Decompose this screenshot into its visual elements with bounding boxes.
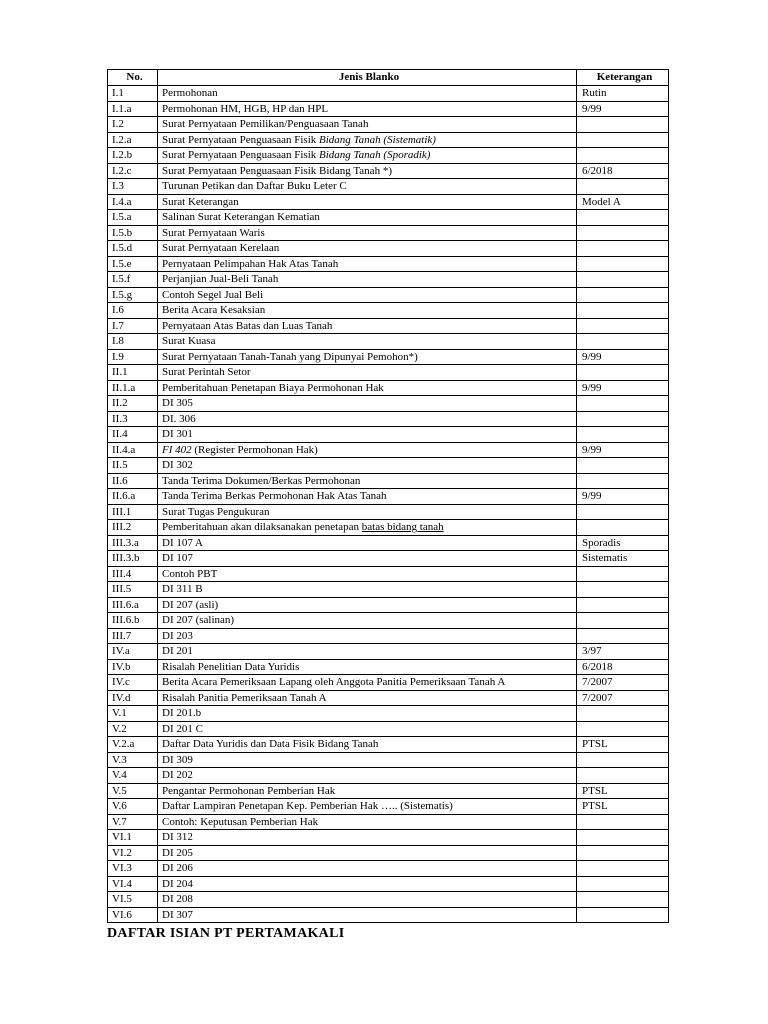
cell-no: VI.1 bbox=[108, 830, 158, 846]
text-segment: Surat Pernyataan Tanah-Tanah yang Dipunyai Pemohon*) bbox=[162, 350, 418, 363]
table-row bbox=[108, 334, 669, 350]
header-no: No. bbox=[108, 70, 158, 86]
table-row bbox=[108, 473, 669, 489]
cell-keterangan: Sporadis bbox=[577, 535, 669, 551]
cell-keterangan bbox=[577, 427, 669, 443]
cell-no: III.3.b bbox=[108, 551, 158, 567]
text-segment: DI 206 bbox=[162, 862, 193, 874]
cell-jenis-blanko bbox=[158, 442, 577, 458]
text-segment: DI 204 bbox=[162, 877, 193, 890]
cell-keterangan: 9/99 bbox=[577, 101, 669, 117]
text-segment: DI 201.b bbox=[162, 707, 202, 719]
cell-keterangan bbox=[577, 628, 669, 644]
cell-no: I.5.b bbox=[108, 225, 158, 241]
table-row bbox=[108, 411, 669, 427]
text-segment: Surat Pernyataan Penguasaan Fisik bbox=[162, 133, 320, 146]
cell-jenis-blanko bbox=[158, 644, 577, 660]
cell-no: IV.d bbox=[108, 690, 158, 706]
cell-no: III.6.b bbox=[108, 613, 158, 629]
table-row bbox=[108, 489, 669, 505]
cell-keterangan bbox=[577, 861, 669, 877]
text-segment: Pemberitahuan akan dilaksanakan penetapan bbox=[162, 521, 362, 533]
table-row bbox=[108, 876, 669, 892]
table-row bbox=[108, 768, 669, 784]
document-title: DAFTAR ISIAN PT PERTAMAKALI bbox=[107, 926, 345, 941]
cell-keterangan bbox=[577, 303, 669, 319]
blanko-table bbox=[107, 69, 669, 923]
table-row bbox=[108, 86, 669, 102]
cell-jenis-blanko bbox=[158, 334, 577, 350]
cell-no: V.2.a bbox=[108, 737, 158, 753]
cell-keterangan bbox=[577, 334, 669, 350]
text-segment: Surat Keterangan bbox=[162, 195, 239, 208]
cell-keterangan: PTSL bbox=[577, 737, 669, 753]
cell-keterangan: PTSL bbox=[577, 799, 669, 815]
cell-jenis-blanko bbox=[158, 520, 577, 536]
cell-keterangan bbox=[577, 396, 669, 412]
header-row bbox=[108, 70, 669, 86]
cell-keterangan: PTSL bbox=[577, 783, 669, 799]
cell-keterangan bbox=[577, 845, 669, 861]
text-segment: Salinan Surat Keterangan Kematian bbox=[162, 211, 320, 223]
cell-no: I.9 bbox=[108, 349, 158, 365]
text-segment: Permohonan HM, HGB, HP dan HPL bbox=[162, 102, 329, 115]
table-row bbox=[108, 504, 669, 520]
cell-jenis-blanko bbox=[158, 380, 577, 396]
text-segment: DI 307 bbox=[162, 908, 193, 921]
cell-keterangan bbox=[577, 272, 669, 288]
table-row bbox=[108, 132, 669, 148]
cell-no: V.3 bbox=[108, 752, 158, 768]
cell-no: II.4 bbox=[108, 427, 158, 443]
cell-no: III.3.a bbox=[108, 535, 158, 551]
cell-keterangan: Model A bbox=[577, 194, 669, 210]
cell-jenis-blanko bbox=[158, 396, 577, 412]
cell-jenis-blanko bbox=[158, 706, 577, 722]
cell-no: V.1 bbox=[108, 706, 158, 722]
cell-no: I.3 bbox=[108, 179, 158, 195]
text-segment: Berita Acara Kesaksian bbox=[162, 304, 266, 316]
cell-jenis-blanko bbox=[158, 830, 577, 846]
text-segment: Tanda Terima Dokumen/Berkas Permohonan bbox=[162, 474, 361, 487]
header-jenis-blanko: Jenis Blanko bbox=[158, 70, 577, 86]
text-segment: Pernyataan Pelimpahan Hak Atas Tanah bbox=[162, 257, 339, 270]
cell-keterangan: 9/99 bbox=[577, 349, 669, 365]
table-row bbox=[108, 272, 669, 288]
text-segment: Contoh: Keputusan Pemberian Hak bbox=[162, 815, 319, 828]
table-row bbox=[108, 706, 669, 722]
text-segment: Berita Acara Pemeriksaan Lapang oleh Anggota Panitia Pemeriksaan Tanah A bbox=[162, 676, 506, 688]
cell-jenis-blanko bbox=[158, 861, 577, 877]
cell-no: II.4.a bbox=[108, 442, 158, 458]
table-row bbox=[108, 613, 669, 629]
text-segment: Pengantar Permohonan Pemberian Hak bbox=[162, 784, 336, 797]
cell-jenis-blanko bbox=[158, 721, 577, 737]
cell-no: II.6.a bbox=[108, 489, 158, 505]
text-segment: DI 309 bbox=[162, 753, 193, 766]
table-row bbox=[108, 380, 669, 396]
table-row bbox=[108, 551, 669, 567]
text-segment: Contoh Segel Jual Beli bbox=[162, 288, 264, 301]
cell-keterangan: 6/2018 bbox=[577, 659, 669, 675]
cell-no: I.6 bbox=[108, 303, 158, 319]
cell-jenis-blanko bbox=[158, 148, 577, 164]
cell-keterangan: Sistematis bbox=[577, 551, 669, 567]
cell-no: IV.b bbox=[108, 659, 158, 675]
cell-jenis-blanko bbox=[158, 597, 577, 613]
cell-keterangan bbox=[577, 613, 669, 629]
text-segment: Bidang Tanah (Sistematik) bbox=[319, 133, 436, 146]
text-segment: Surat Pernyataan Penguasaan Fisik bbox=[162, 149, 320, 161]
cell-keterangan: 9/99 bbox=[577, 442, 669, 458]
text-segment: DI 202 bbox=[162, 769, 193, 781]
table-row bbox=[108, 845, 669, 861]
text-segment: Surat Pernyataan Pemilikan/Penguasaan Tanah bbox=[162, 118, 369, 130]
cell-jenis-blanko bbox=[158, 458, 577, 474]
text-segment: DI 301 bbox=[162, 428, 193, 440]
cell-keterangan: 7/2007 bbox=[577, 690, 669, 706]
header-keterangan: Keterangan bbox=[577, 70, 669, 86]
cell-no: I.1 bbox=[108, 86, 158, 102]
cell-no: III.5 bbox=[108, 582, 158, 598]
cell-keterangan bbox=[577, 241, 669, 257]
cell-jenis-blanko bbox=[158, 737, 577, 753]
cell-jenis-blanko bbox=[158, 117, 577, 133]
cell-no: III.1 bbox=[108, 504, 158, 520]
table-row bbox=[108, 892, 669, 908]
cell-keterangan bbox=[577, 752, 669, 768]
text-segment: Pernyataan Atas Batas dan Luas Tanah bbox=[162, 319, 333, 332]
cell-jenis-blanko bbox=[158, 814, 577, 830]
cell-no: I.1.a bbox=[108, 101, 158, 117]
table-row bbox=[108, 303, 669, 319]
text-segment: (Register Permohonan Hak) bbox=[191, 443, 318, 456]
cell-jenis-blanko bbox=[158, 210, 577, 226]
text-segment: DI 207 (salinan) bbox=[162, 614, 235, 626]
cell-keterangan: 9/99 bbox=[577, 380, 669, 396]
cell-jenis-blanko bbox=[158, 365, 577, 381]
cell-jenis-blanko bbox=[158, 551, 577, 567]
cell-jenis-blanko bbox=[158, 411, 577, 427]
cell-no: I.5.f bbox=[108, 272, 158, 288]
cell-no: V.5 bbox=[108, 783, 158, 799]
cell-no: II.6 bbox=[108, 473, 158, 489]
cell-no: II.1.a bbox=[108, 380, 158, 396]
table-row bbox=[108, 442, 669, 458]
cell-keterangan bbox=[577, 117, 669, 133]
text-segment: Daftar Lampiran Penetapan Kep. Pemberian Hak ….. (Sistematis) bbox=[162, 800, 453, 812]
cell-jenis-blanko bbox=[158, 768, 577, 784]
table-row bbox=[108, 659, 669, 675]
table-row bbox=[108, 117, 669, 133]
cell-no: III.7 bbox=[108, 628, 158, 644]
cell-no: VI.4 bbox=[108, 876, 158, 892]
cell-jenis-blanko bbox=[158, 783, 577, 799]
cell-keterangan: Rutin bbox=[577, 86, 669, 102]
table-row bbox=[108, 566, 669, 582]
text-segment: DI 311 B bbox=[162, 583, 203, 595]
table-row bbox=[108, 799, 669, 815]
cell-jenis-blanko bbox=[158, 752, 577, 768]
cell-no: I.2.a bbox=[108, 132, 158, 148]
cell-no: I.2.b bbox=[108, 148, 158, 164]
cell-no: I.7 bbox=[108, 318, 158, 334]
cell-no: III.2 bbox=[108, 520, 158, 536]
cell-jenis-blanko bbox=[158, 349, 577, 365]
cell-keterangan bbox=[577, 814, 669, 830]
text-segment: Surat Tugas Pengukuran bbox=[162, 505, 270, 518]
text-segment: Bidang Tanah (Sporadik) bbox=[319, 149, 431, 161]
cell-keterangan bbox=[577, 210, 669, 226]
cell-jenis-blanko bbox=[158, 132, 577, 148]
cell-keterangan: 7/2007 bbox=[577, 675, 669, 691]
text-segment: Pemberitahuan Penetapan Biaya Permohonan Hak bbox=[162, 381, 384, 394]
table-row bbox=[108, 690, 669, 706]
table-row bbox=[108, 318, 669, 334]
cell-keterangan bbox=[577, 892, 669, 908]
text-segment: DI 312 bbox=[162, 831, 193, 843]
cell-no: I.4.a bbox=[108, 194, 158, 210]
table-row bbox=[108, 256, 669, 272]
cell-no: I.5.a bbox=[108, 210, 158, 226]
cell-jenis-blanko bbox=[158, 628, 577, 644]
table-row bbox=[108, 520, 669, 536]
cell-jenis-blanko bbox=[158, 799, 577, 815]
text-segment: DI 107 bbox=[162, 552, 193, 564]
cell-no: VI.6 bbox=[108, 907, 158, 923]
cell-keterangan bbox=[577, 768, 669, 784]
table-row bbox=[108, 597, 669, 613]
cell-keterangan bbox=[577, 597, 669, 613]
table-row bbox=[108, 675, 669, 691]
cell-no: VI.5 bbox=[108, 892, 158, 908]
table-row bbox=[108, 101, 669, 117]
table-header bbox=[108, 70, 669, 86]
cell-keterangan bbox=[577, 582, 669, 598]
text-segment: Risalah Penelitian Data Yuridis bbox=[162, 660, 300, 673]
table-row bbox=[108, 163, 669, 179]
cell-no: III.4 bbox=[108, 566, 158, 582]
cell-keterangan bbox=[577, 830, 669, 846]
text-segment: Daftar Data Yuridis dan Data Fisik Bidang Tanah bbox=[162, 738, 379, 750]
table-row bbox=[108, 241, 669, 257]
cell-keterangan bbox=[577, 225, 669, 241]
text-segment: Risalah Panitia Pemeriksaan Tanah A bbox=[162, 691, 327, 704]
text-segment: DI 201 C bbox=[162, 722, 203, 735]
cell-jenis-blanko bbox=[158, 163, 577, 179]
table-row bbox=[108, 427, 669, 443]
cell-no: III.6.a bbox=[108, 597, 158, 613]
cell-keterangan bbox=[577, 907, 669, 923]
cell-no: I.2.c bbox=[108, 163, 158, 179]
cell-jenis-blanko bbox=[158, 690, 577, 706]
text-segment: DI 302 bbox=[162, 459, 193, 471]
text-segment: Surat Pernyataan Waris bbox=[162, 226, 265, 239]
table-row bbox=[108, 194, 669, 210]
table-row bbox=[108, 225, 669, 241]
text-segment: DI 107 A bbox=[162, 536, 203, 549]
cell-keterangan bbox=[577, 566, 669, 582]
text-segment: Contoh PBT bbox=[162, 567, 218, 580]
table-row bbox=[108, 861, 669, 877]
table-row bbox=[108, 396, 669, 412]
cell-no: I.5.e bbox=[108, 256, 158, 272]
cell-no: II.5 bbox=[108, 458, 158, 474]
cell-no: II.3 bbox=[108, 411, 158, 427]
text-segment: DI 208 bbox=[162, 893, 193, 905]
cell-keterangan bbox=[577, 148, 669, 164]
cell-keterangan bbox=[577, 706, 669, 722]
cell-keterangan bbox=[577, 520, 669, 536]
table-row bbox=[108, 783, 669, 799]
cell-keterangan bbox=[577, 876, 669, 892]
cell-jenis-blanko bbox=[158, 427, 577, 443]
text-segment: Surat Pernyataan Kerelaan bbox=[162, 242, 280, 254]
cell-keterangan: 3/97 bbox=[577, 644, 669, 660]
table-row bbox=[108, 458, 669, 474]
cell-no: VI.3 bbox=[108, 861, 158, 877]
table-row bbox=[108, 721, 669, 737]
text-segment: FI 402 bbox=[162, 443, 192, 456]
cell-no: I.5.g bbox=[108, 287, 158, 303]
cell-jenis-blanko bbox=[158, 287, 577, 303]
cell-no: II.1 bbox=[108, 365, 158, 381]
text-segment: DI 205 bbox=[162, 846, 193, 859]
table-row bbox=[108, 644, 669, 660]
cell-jenis-blanko bbox=[158, 675, 577, 691]
cell-no: VI.2 bbox=[108, 845, 158, 861]
text-segment: Perjanjian Jual-Beli Tanah bbox=[162, 273, 279, 285]
cell-keterangan bbox=[577, 411, 669, 427]
cell-jenis-blanko bbox=[158, 845, 577, 861]
cell-jenis-blanko bbox=[158, 613, 577, 629]
cell-keterangan bbox=[577, 458, 669, 474]
cell-keterangan: 9/99 bbox=[577, 489, 669, 505]
cell-keterangan bbox=[577, 179, 669, 195]
cell-no: V.4 bbox=[108, 768, 158, 784]
cell-keterangan: 6/2018 bbox=[577, 163, 669, 179]
cell-jenis-blanko bbox=[158, 876, 577, 892]
text-segment: DI 305 bbox=[162, 397, 193, 409]
text-segment: DI 207 (asli) bbox=[162, 598, 219, 611]
cell-jenis-blanko bbox=[158, 101, 577, 117]
text-segment: batas bidang tanah bbox=[361, 521, 444, 533]
table-row bbox=[108, 179, 669, 195]
cell-jenis-blanko bbox=[158, 318, 577, 334]
cell-no: V.7 bbox=[108, 814, 158, 830]
text-segment: Turunan Petikan dan Daftar Buku Leter C bbox=[162, 180, 347, 192]
cell-no: I.2 bbox=[108, 117, 158, 133]
cell-jenis-blanko bbox=[158, 566, 577, 582]
table-row bbox=[108, 148, 669, 164]
cell-jenis-blanko bbox=[158, 303, 577, 319]
table-row bbox=[108, 582, 669, 598]
cell-no: V.6 bbox=[108, 799, 158, 815]
cell-keterangan bbox=[577, 721, 669, 737]
table-row bbox=[108, 814, 669, 830]
cell-jenis-blanko bbox=[158, 659, 577, 675]
cell-jenis-blanko bbox=[158, 241, 577, 257]
cell-jenis-blanko bbox=[158, 582, 577, 598]
text-segment: Surat Kuasa bbox=[162, 335, 216, 347]
text-segment: Surat Perintah Setor bbox=[162, 366, 251, 378]
cell-keterangan bbox=[577, 365, 669, 381]
cell-jenis-blanko bbox=[158, 194, 577, 210]
cell-jenis-blanko bbox=[158, 489, 577, 505]
cell-keterangan bbox=[577, 318, 669, 334]
text-segment: DI. 306 bbox=[162, 412, 196, 425]
cell-no: I.5.d bbox=[108, 241, 158, 257]
cell-keterangan bbox=[577, 287, 669, 303]
cell-jenis-blanko bbox=[158, 179, 577, 195]
cell-jenis-blanko bbox=[158, 272, 577, 288]
table-row bbox=[108, 830, 669, 846]
table-row bbox=[108, 349, 669, 365]
cell-jenis-blanko bbox=[158, 86, 577, 102]
table-row bbox=[108, 287, 669, 303]
text-segment: Tanda Terima Berkas Permohonan Hak Atas Tanah bbox=[162, 490, 387, 502]
cell-no: IV.c bbox=[108, 675, 158, 691]
cell-jenis-blanko bbox=[158, 535, 577, 551]
table-body bbox=[108, 86, 669, 923]
cell-jenis-blanko bbox=[158, 892, 577, 908]
cell-keterangan bbox=[577, 504, 669, 520]
table-row bbox=[108, 752, 669, 768]
table-row bbox=[108, 907, 669, 923]
table-row bbox=[108, 365, 669, 381]
cell-keterangan bbox=[577, 256, 669, 272]
text-segment: DI 201 bbox=[162, 645, 193, 657]
table-row bbox=[108, 628, 669, 644]
cell-keterangan bbox=[577, 473, 669, 489]
cell-no: V.2 bbox=[108, 721, 158, 737]
table-row bbox=[108, 210, 669, 226]
table-row bbox=[108, 535, 669, 551]
cell-jenis-blanko bbox=[158, 907, 577, 923]
cell-no: IV.a bbox=[108, 644, 158, 660]
cell-jenis-blanko bbox=[158, 225, 577, 241]
cell-jenis-blanko bbox=[158, 504, 577, 520]
text-segment: Permohonan bbox=[162, 87, 218, 99]
table-row bbox=[108, 737, 669, 753]
cell-no: II.2 bbox=[108, 396, 158, 412]
cell-keterangan bbox=[577, 132, 669, 148]
cell-no: I.8 bbox=[108, 334, 158, 350]
cell-jenis-blanko bbox=[158, 256, 577, 272]
cell-jenis-blanko bbox=[158, 473, 577, 489]
text-segment: Surat Pernyataan Penguasaan Fisik Bidang Tanah *) bbox=[162, 164, 392, 177]
text-segment: DI 203 bbox=[162, 629, 193, 642]
